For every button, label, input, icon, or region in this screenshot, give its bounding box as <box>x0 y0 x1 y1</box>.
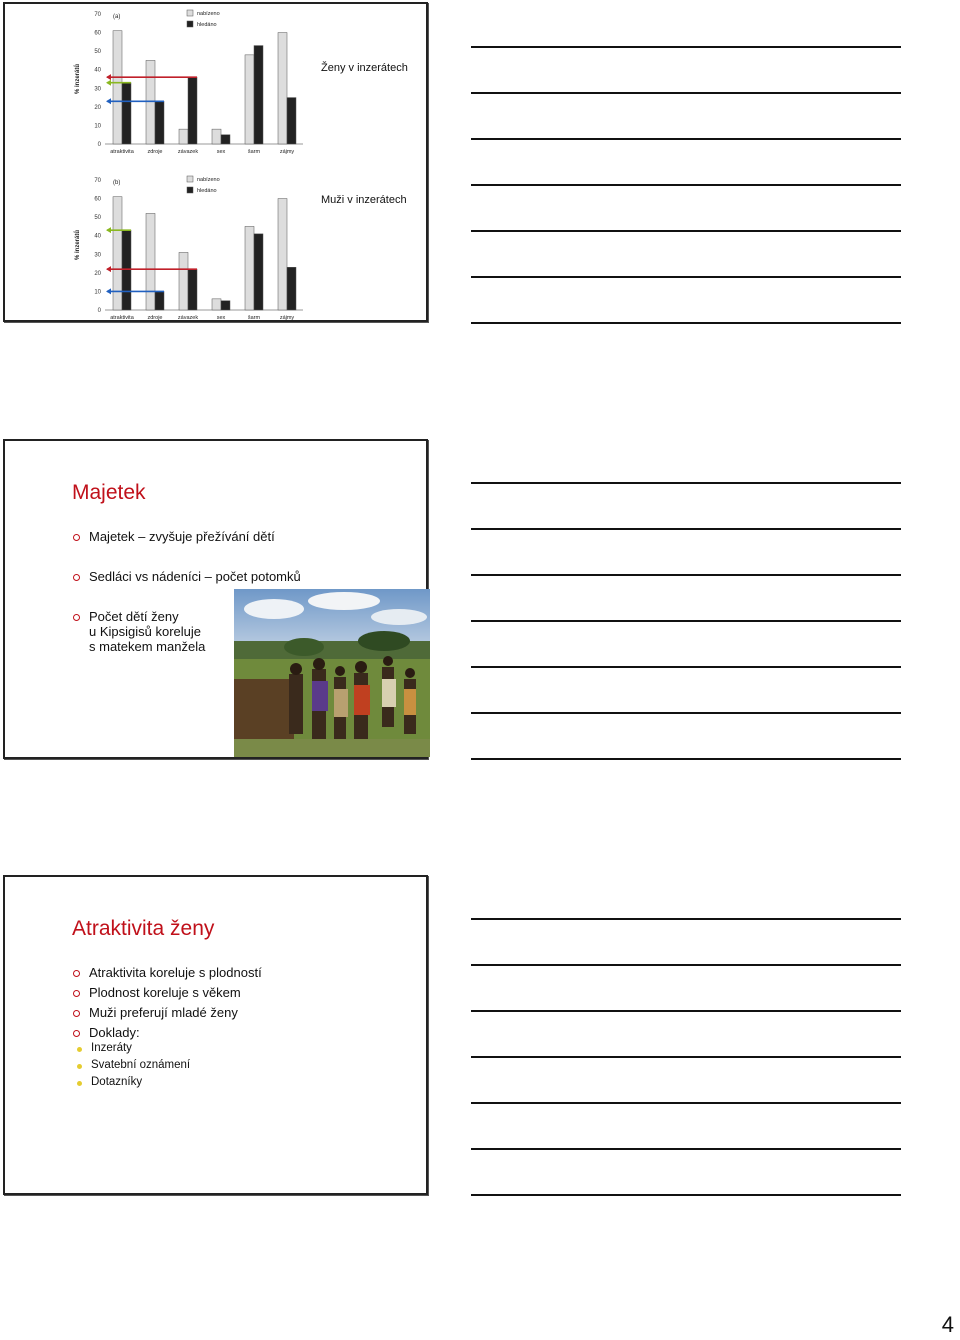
legend-label: hledáno <box>197 22 217 28</box>
y-tick-label: 50 <box>94 49 101 56</box>
x-tick-label: zdroje <box>147 315 163 321</box>
y-tick-label: 20 <box>94 104 101 111</box>
chart-b-caption: Muži v inzerátech <box>321 194 407 206</box>
y-tick-label: 30 <box>94 252 101 259</box>
x-tick-label: sex <box>216 315 226 321</box>
legend-label: nabízeno <box>197 11 220 17</box>
y-tick-label: 50 <box>94 215 101 222</box>
legend-swatch <box>187 176 193 182</box>
note-line <box>471 46 901 48</box>
legend-label: hledáno <box>197 188 217 194</box>
note-line <box>471 712 901 714</box>
bar <box>254 234 263 310</box>
bullet-label: Doklady: <box>89 1025 140 1040</box>
note-line <box>471 1194 901 1196</box>
panel-label: (a) <box>113 14 121 20</box>
notes-lines-2 <box>471 482 901 804</box>
chart-a-caption: Ženy v inzerátech <box>321 62 408 74</box>
note-line <box>471 482 901 484</box>
chart-women-ads <box>67 6 317 158</box>
slide-title: Atraktivita ženy <box>72 917 215 940</box>
bullet-line: u Kipsigisů koreluje <box>89 624 202 639</box>
bar <box>188 77 197 144</box>
bar <box>212 129 221 144</box>
panel-label: (b) <box>113 180 121 186</box>
kipsigis-photo <box>234 589 430 757</box>
x-tick-label: sex <box>216 149 226 155</box>
bullet-line: Počet dětí ženy <box>89 609 179 624</box>
note-line <box>471 184 901 186</box>
bar <box>155 101 164 144</box>
bar <box>179 252 188 310</box>
x-tick-label: závazek <box>177 315 199 321</box>
bar <box>113 31 122 144</box>
bar <box>254 46 263 144</box>
y-tick-label: 60 <box>94 30 101 37</box>
y-tick-label: 30 <box>94 86 101 93</box>
note-line <box>471 1102 901 1104</box>
arrow-head <box>106 74 111 80</box>
y-tick-label: 0 <box>97 142 101 148</box>
note-line <box>471 1010 901 1012</box>
legend-label: nabízeno <box>197 177 220 183</box>
page-number: 4 <box>941 1312 954 1337</box>
bullet-item: Muži preferují mladé ženy <box>73 1005 262 1020</box>
x-tick-label: atraktivita <box>110 315 134 321</box>
bar <box>221 301 230 310</box>
bar <box>221 135 230 144</box>
note-line <box>471 138 901 140</box>
x-tick-label: zdroje <box>147 149 163 155</box>
bar <box>278 33 287 144</box>
note-line <box>471 758 901 760</box>
bar <box>188 269 197 310</box>
note-line <box>471 322 901 324</box>
bar <box>287 267 296 310</box>
bullet-item <box>73 1025 262 1088</box>
bullet-item: Sedláci vs nádeníci – počet potomků <box>73 569 301 584</box>
note-line <box>471 574 901 576</box>
legend-swatch <box>187 10 193 16</box>
y-tick-label: 10 <box>94 123 101 130</box>
bullet-line: s matekem manžela <box>89 639 206 654</box>
y-tick-label: 10 <box>94 289 101 296</box>
bar <box>146 60 155 144</box>
x-tick-label: zájmy <box>279 315 295 321</box>
y-axis-label: % inzerátů <box>75 63 81 95</box>
y-tick-label: 40 <box>94 233 101 240</box>
y-tick-label: 40 <box>94 67 101 74</box>
note-line <box>471 92 901 94</box>
note-line <box>471 528 901 530</box>
bar <box>122 230 131 310</box>
arrow-head <box>106 98 111 104</box>
slide-atraktivita <box>3 875 428 1195</box>
y-axis-label: % inzerátů <box>75 229 81 261</box>
arrow-head <box>106 266 111 272</box>
legend-swatch <box>187 187 193 193</box>
bar <box>212 299 221 310</box>
slide-title: Majetek <box>72 481 146 504</box>
bullet-item: Plodnost koreluje s věkem <box>73 985 262 1000</box>
bar <box>146 213 155 310</box>
bullet-item: Atraktivita koreluje s plodností <box>73 965 262 980</box>
y-tick-label: 70 <box>94 12 101 18</box>
y-tick-label: 60 <box>94 196 101 203</box>
bar <box>278 199 287 310</box>
notes-lines-3 <box>471 918 901 1240</box>
note-line <box>471 276 901 278</box>
y-tick-label: 20 <box>94 270 101 277</box>
x-tick-label: šarm <box>247 149 261 155</box>
x-tick-label: zájmy <box>279 149 295 155</box>
arrow-head <box>106 288 111 294</box>
sub-bullet-list <box>73 1042 262 1088</box>
bar <box>155 291 164 310</box>
slide-charts <box>3 2 428 322</box>
chart-men-ads <box>67 172 317 324</box>
arrow-head <box>106 227 111 233</box>
y-tick-label: 70 <box>94 178 101 184</box>
note-line <box>471 964 901 966</box>
sub-bullet-item: Inzeráty <box>73 1042 262 1054</box>
note-line <box>471 918 901 920</box>
note-line <box>471 1148 901 1150</box>
bar <box>179 129 188 144</box>
x-tick-label: závazek <box>177 149 199 155</box>
sub-bullet-item: Svatební oznámení <box>73 1059 262 1071</box>
bar <box>113 197 122 310</box>
note-line <box>471 1056 901 1058</box>
sub-bullet-item: Dotazníky <box>73 1076 262 1088</box>
bullet-item: Majetek – zvyšuje přežívání dětí <box>73 529 301 544</box>
x-tick-label: šarm <box>247 315 261 321</box>
bar <box>245 55 254 144</box>
legend-swatch <box>187 21 193 27</box>
notes-lines-1 <box>471 46 901 368</box>
x-tick-label: atraktivita <box>110 149 134 155</box>
bar <box>245 226 254 310</box>
note-line <box>471 666 901 668</box>
slide-majetek <box>3 439 428 759</box>
arrow-head <box>106 80 111 86</box>
y-tick-label: 0 <box>97 308 101 314</box>
note-line <box>471 620 901 622</box>
bar <box>122 83 131 144</box>
note-line <box>471 230 901 232</box>
bar <box>287 98 296 144</box>
bullet-list <box>73 965 262 1093</box>
